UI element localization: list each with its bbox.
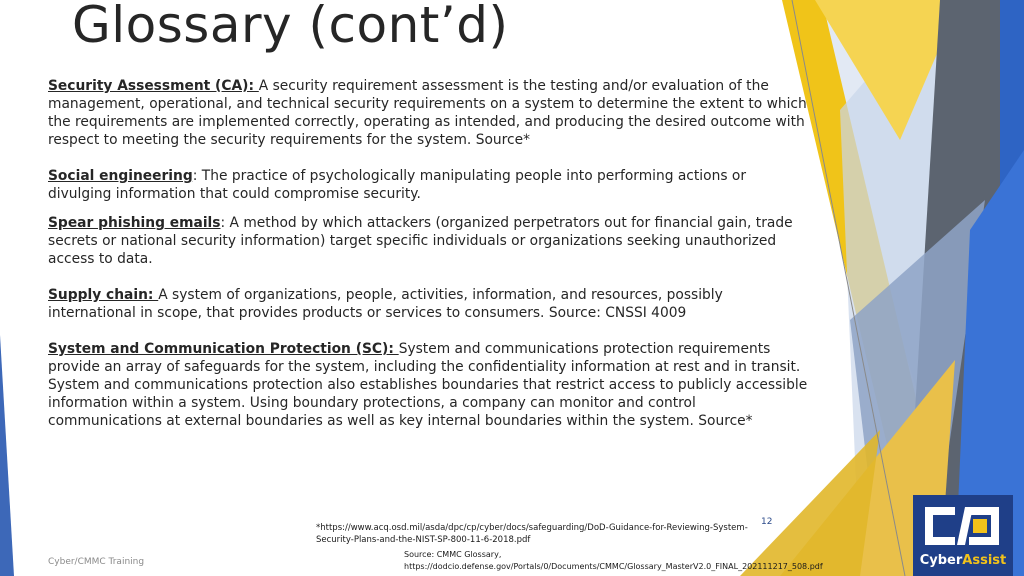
left-blue-accent: [0, 335, 14, 576]
definition-system-communication-protection: System and communications protection requirements provide an array of safeguards for the system, including the confidentiality information at rest and in transit. System and communications protection also establishes boundaries that restrict access to publicly accessible information within a system. Using boundary protections, a company can monitor and control communications at external boundaries as well as key internal boundaries within the system. Source*: [48, 341, 808, 429]
definition-security-assessment: A security requirement assessment is the testing and/or evaluation of the management, operational, and technical security requirements on a system to determine the extent to which the requirements are implemented correctly, operating as intended, and producing the desired outcome with respect to meeting the security requirements for the system. Source*: [48, 78, 807, 148]
glossary-entry-social-engineering: [48, 167, 808, 203]
glossary-entry-spear-phishing: [48, 214, 808, 268]
term-system-communication-protection: System and Communication Protection (SC):: [48, 341, 399, 357]
glossary-entry-security-assessment: [48, 77, 808, 149]
term-separator: :: [220, 215, 230, 231]
term-spear-phishing: Spear phishing emails: [48, 215, 221, 231]
footer-training-label: Cyber/CMMC Training: [48, 557, 145, 567]
term-supply-chain: Supply chain:: [48, 287, 159, 303]
footnote-glossary-url: https://dodcio.defense.gov/Portals/0/Documents/CMMC/Glossary_MasterV2.0_FINAL_202111217_508.pdf: [404, 562, 823, 571]
footnote-source-star: *https://www.acq.osd.mil/asda/dpc/cp/cyber/docs/safeguarding/DoD-Guidance-for-Reviewing-System-Security-Plans-and-the-NIST-SP-800-11-6-2018.pdf: [316, 523, 748, 545]
footnote-glossary-label: Source: CMMC Glossary,: [404, 550, 502, 559]
slide-number: 12: [761, 517, 773, 527]
term-separator: :: [192, 168, 202, 184]
logo-text-assist: Assist: [962, 553, 1007, 568]
term-security-assessment: Security Assessment (CA):: [48, 78, 259, 94]
cyberassist-logo-text: [913, 553, 1013, 568]
cyberassist-logo-icon: [921, 503, 1003, 549]
logo-text-cyber: Cyber: [919, 553, 963, 568]
cyberassist-logo: [913, 495, 1013, 576]
glossary-entry-supply-chain: [48, 286, 808, 322]
definition-spear-phishing: A method by which attackers (organized perpetrators out for financial gain, trade secrets or national security information) target specific individuals or organizations seeking unauthorized access to data.: [48, 215, 793, 267]
footnote-cmmc-glossary: [404, 549, 824, 573]
term-social-engineering: Social engineering: [48, 168, 193, 184]
definition-social-engineering: The practice of psychologically manipulating people into performing actions or divulging information that could compromise security.: [48, 168, 747, 202]
glossary-content: [48, 77, 808, 430]
definition-supply-chain: A system of organizations, people, activities, information, and resources, possibly international in scope, that provides products or services to consumers. Source: CNSSI 4009: [48, 287, 723, 321]
glossary-entry-system-communication-protection: [48, 340, 808, 430]
slide-title: Glossary (cont’d): [72, 0, 509, 54]
